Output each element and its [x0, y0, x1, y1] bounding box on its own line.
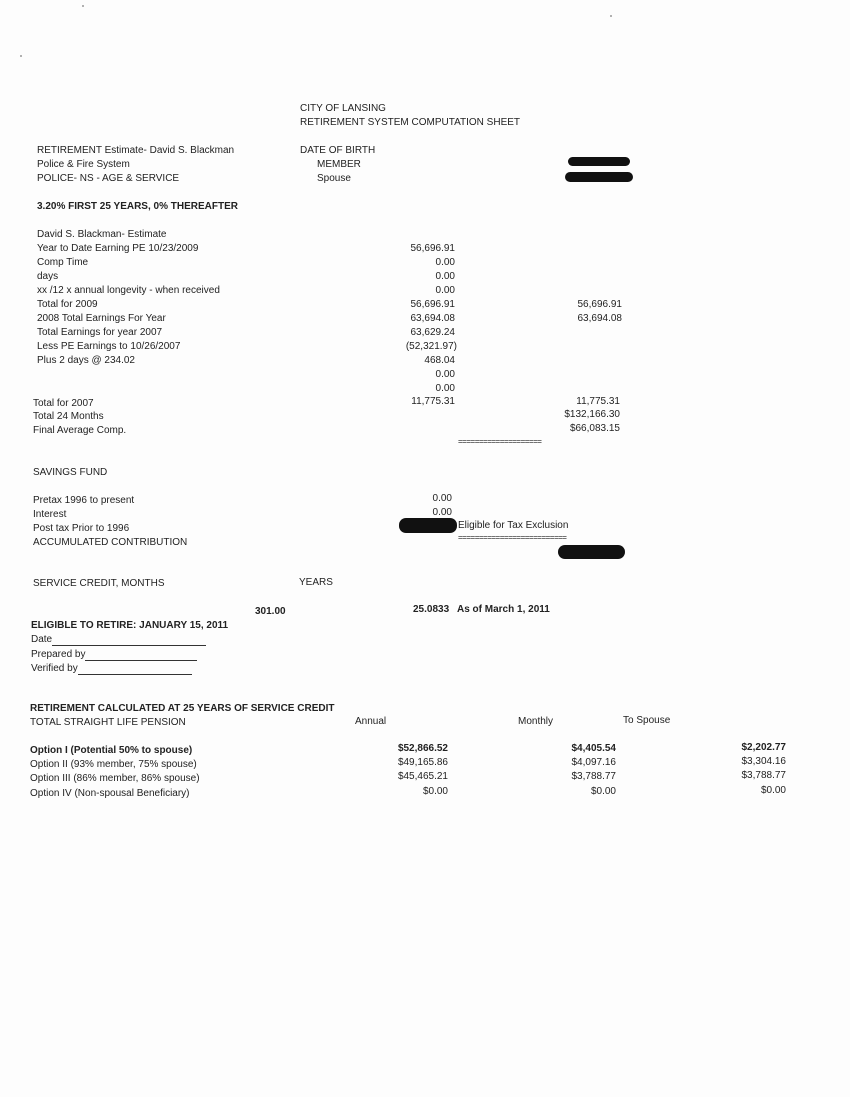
scan-speck: [82, 5, 84, 7]
interest-value: 0.00: [432, 507, 452, 518]
earnings-row-label: Total for 2009: [37, 299, 98, 310]
pretax-label: Pretax 1996 to present: [33, 495, 135, 506]
option-label: Option III (86% member, 86% spouse): [30, 773, 200, 784]
savings-fund-heading: SAVINGS FUND: [33, 467, 108, 478]
option-label: Option IV (Non-spousal Beneficiary): [30, 788, 190, 799]
service-years-value: 25.0833: [413, 604, 450, 615]
earnings-row-label: xx /12 x annual longevity - when received: [37, 285, 220, 296]
scan-speck: [20, 55, 22, 57]
service-as-of-date: As of March 1, 2011: [457, 604, 550, 615]
option-annual: $52,866.52: [397, 743, 448, 754]
verified-by-line: [31, 663, 192, 675]
estimate-title: RETIREMENT Estimate- David S. Blackman: [37, 145, 235, 156]
option-spouse: $0.00: [760, 785, 786, 796]
earnings-row-value: (52,321.97): [405, 341, 457, 352]
earnings-row-value: 56,696.91: [410, 299, 455, 310]
total-24-months-label: Total 24 Months: [33, 411, 104, 422]
date-label: Date: [31, 634, 53, 645]
earnings-row-label: Year to Date Earning PE 10/23/2009: [37, 243, 199, 254]
interest-label: Interest: [33, 509, 67, 520]
earnings-row-value: 0.00: [435, 369, 455, 380]
redaction-mark: [558, 545, 625, 559]
earnings-row-value: 0.00: [435, 285, 455, 296]
pension-subheading: TOTAL STRAIGHT LIFE PENSION: [30, 717, 186, 728]
redaction-mark: [568, 157, 630, 166]
earnings-row-value: 0.00: [435, 271, 455, 282]
earnings-row-value: 0.00: [435, 257, 455, 268]
earnings-row-label: Plus 2 days @ 234.02: [37, 355, 135, 366]
retirement-category: POLICE- NS - AGE & SERVICE: [37, 173, 180, 184]
service-months-value: 301.00: [255, 606, 286, 617]
option-monthly: $0.00: [590, 786, 616, 797]
column-monthly: Monthly: [518, 716, 554, 727]
option-monthly: $4,097.16: [571, 757, 616, 768]
earnings-row-label: Less PE Earnings to 10/26/2007: [37, 341, 181, 352]
earnings-row-total: 63,694.08: [577, 313, 622, 324]
earnings-heading: David S. Blackman- Estimate: [37, 229, 167, 240]
years-label: YEARS: [299, 577, 333, 588]
column-annual: Annual: [355, 716, 387, 727]
earnings-row-label: Comp Time: [37, 257, 89, 268]
option-annual: $0.00: [422, 786, 448, 797]
eligible-to-retire: ELIGIBLE TO RETIRE: JANUARY 15, 2011: [31, 620, 229, 631]
option-label: Option I (Potential 50% to spouse): [30, 745, 193, 756]
total-2007-value: 11,775.31: [411, 396, 455, 407]
option-spouse: $3,304.16: [741, 756, 786, 767]
pretax-value: 0.00: [432, 493, 452, 504]
blank-line: [85, 651, 197, 661]
earnings-row-value: 63,694.08: [410, 313, 455, 324]
option-spouse: $2,202.77: [741, 742, 786, 753]
tax-exclusion-note: Eligible for Tax Exclusion: [458, 520, 569, 531]
service-credit-label: SERVICE CREDIT, MONTHS: [33, 578, 165, 589]
pension-heading: RETIREMENT CALCULATED AT 25 YEARS OF SERVICE CREDIT: [30, 703, 335, 714]
total-24-months-value: $132,166.30: [564, 409, 620, 420]
spouse-label: Spouse: [317, 173, 351, 184]
earnings-row-total: 56,696.91: [577, 299, 622, 310]
total-2007-label: Total for 2007: [33, 398, 94, 409]
final-average-comp-label: Final Average Comp.: [33, 425, 127, 436]
prepared-by-label: Prepared by: [31, 649, 86, 660]
accumulated-contribution-label: ACCUMULATED CONTRIBUTION: [33, 537, 188, 548]
earnings-row-value: 56,696.91: [410, 243, 455, 254]
total-2007-total: 11,775.31: [576, 396, 620, 407]
earnings-row-label: Total Earnings for year 2007: [37, 327, 163, 338]
option-annual: $49,165.86: [397, 757, 448, 768]
system-name: Police & Fire System: [37, 159, 130, 170]
member-label: MEMBER: [317, 159, 361, 170]
prepared-by-line: [31, 649, 197, 661]
option-spouse: $3,788.77: [741, 770, 786, 781]
redaction-mark: [565, 172, 633, 182]
date-signature-line: [31, 634, 206, 646]
earnings-row-value: 0.00: [435, 383, 455, 394]
post-tax-label: Post tax Prior to 1996: [33, 523, 130, 534]
city-title: CITY OF LANSING: [300, 103, 386, 114]
option-monthly: $3,788.77: [571, 771, 616, 782]
earnings-row-value: 63,629.24: [410, 327, 455, 338]
verified-by-label: Verified by: [31, 663, 78, 674]
final-average-comp-value: $66,083.15: [569, 423, 620, 434]
option-annual: $45,465.21: [397, 771, 448, 782]
column-to-spouse: To Spouse: [623, 715, 671, 726]
blank-line: [78, 665, 192, 675]
redaction-mark: [399, 518, 457, 533]
option-monthly: $4,405.54: [571, 743, 616, 754]
scan-speck: [610, 15, 612, 17]
earnings-row-label: 2008 Total Earnings For Year: [37, 313, 166, 324]
dob-label: DATE OF BIRTH: [300, 145, 376, 156]
benefit-formula: 3.20% FIRST 25 YEARS, 0% THEREAFTER: [37, 201, 238, 212]
blank-line: [52, 636, 206, 646]
double-underline: ==========================: [458, 533, 567, 542]
earnings-row-value: 468.04: [424, 355, 455, 366]
sheet-title: RETIREMENT SYSTEM COMPUTATION SHEET: [300, 117, 521, 128]
double-underline: ====================: [458, 437, 542, 446]
earnings-row-label: days: [37, 271, 59, 282]
option-label: Option II (93% member, 75% spouse): [30, 759, 197, 770]
